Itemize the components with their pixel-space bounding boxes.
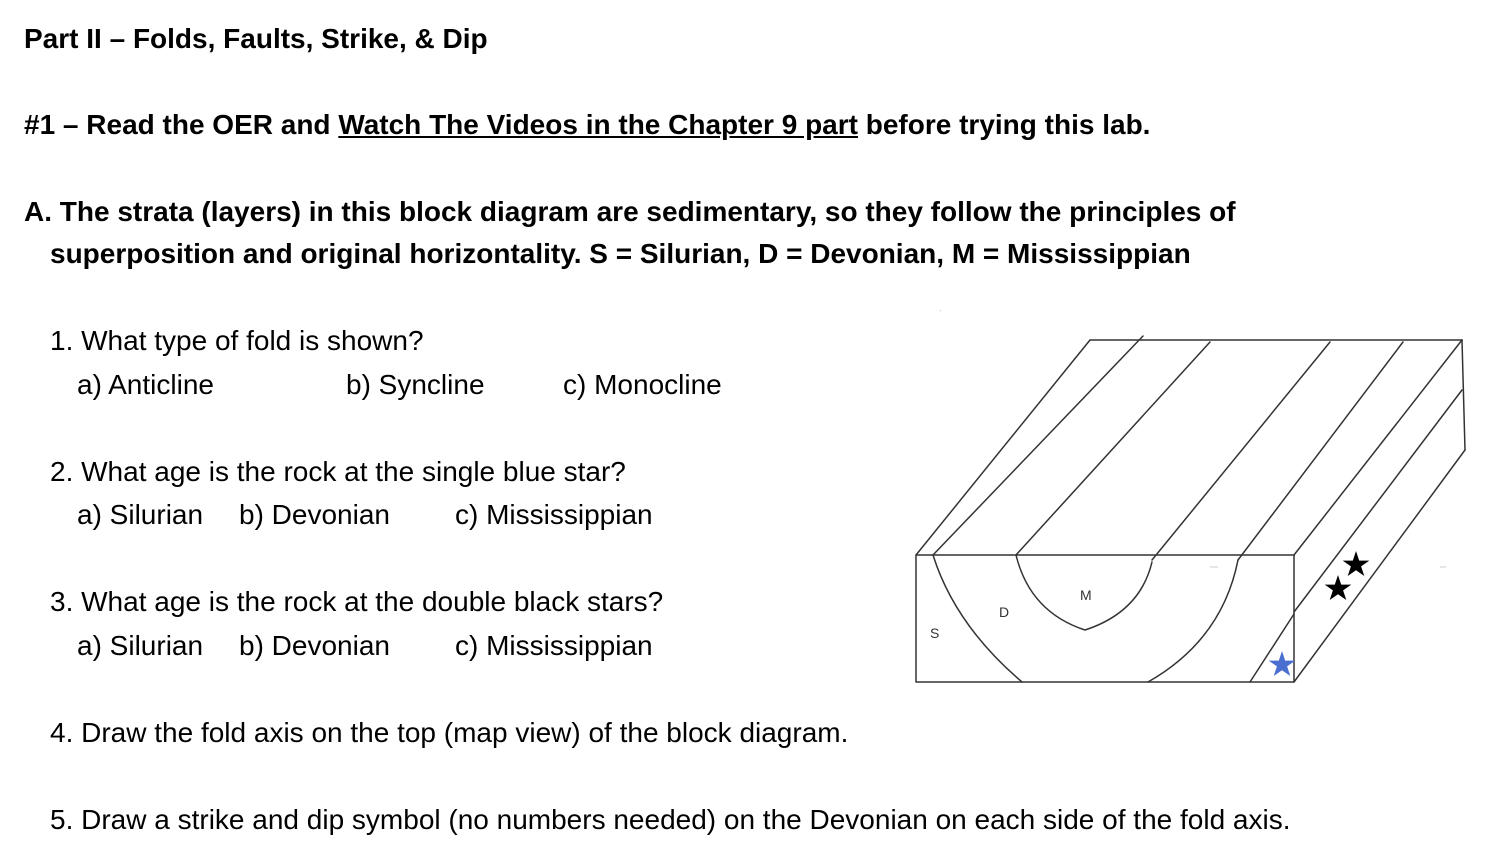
instruction-suffix: before trying this lab. [857, 109, 1151, 140]
q3-choice-b[interactable]: b) Devonian [239, 630, 390, 661]
blue-star-icon [1269, 651, 1296, 676]
q1-choice-a[interactable]: a) Anticline [77, 369, 214, 400]
section-a-line2: superposition and original horizontality. S = Silurian, D = Devonian, M = Mississippian [50, 238, 1191, 269]
block-side-bottom-edge [1294, 450, 1465, 682]
label-devonian: D [999, 604, 1010, 620]
block-side-back-edge [1462, 340, 1465, 450]
label-silurian: S [930, 625, 940, 641]
black-star-icon-lower [1325, 575, 1352, 600]
top-contact-line-2 [1016, 342, 1210, 555]
q1-choice-c[interactable]: c) Monocline [563, 369, 722, 400]
block-top-right-edge [1294, 340, 1462, 555]
black-star-icon-upper [1343, 551, 1370, 576]
chapter-videos-link[interactable]: Watch The Videos in the Chapter 9 part [338, 109, 858, 140]
instruction-prefix: #1 – Read the OER and [24, 109, 339, 140]
q3-choice-c[interactable]: c) Mississippian [455, 630, 653, 661]
question-3: 3. What age is the rock at the double black stars? [50, 586, 664, 617]
q2-choice-b[interactable]: b) Devonian [239, 499, 390, 530]
fold-outer-right [1148, 560, 1238, 682]
top-contact-line-1 [933, 336, 1143, 555]
q1-choice-b[interactable]: b) Syncline [346, 369, 485, 400]
q3-choice-a[interactable]: a) Silurian [77, 630, 204, 661]
top-contact-line-3 [1152, 342, 1330, 560]
section-a-line1: A. The strata (layers) in this block diagram are sedimentary, so they follow the principles of [24, 196, 1236, 227]
label-mississippian: M [1080, 587, 1092, 603]
side-contact-line-1 [1294, 390, 1462, 612]
block-diagram [900, 300, 1480, 700]
question-5: 5. Draw a strike and dip symbol (no numbers needed) on the Devonian on each side of the fold axis. [50, 804, 1291, 835]
question-1: 1. What type of fold is shown? [50, 325, 424, 356]
top-contact-line-4 [1238, 342, 1403, 560]
block-front-face [916, 555, 1294, 682]
question-4: 4. Draw the fold axis on the top (map view) of the block diagram. [50, 717, 849, 748]
q2-choice-a[interactable]: a) Silurian [77, 499, 204, 530]
block-top-left-edge [916, 340, 1090, 555]
q2-choice-c[interactable]: c) Mississippian [455, 499, 653, 530]
question-2: 2. What age is the rock at the single blue star? [50, 456, 626, 487]
instruction-line [24, 108, 1150, 142]
page-heading: Part II – Folds, Faults, Strike, & Dip [24, 23, 488, 54]
